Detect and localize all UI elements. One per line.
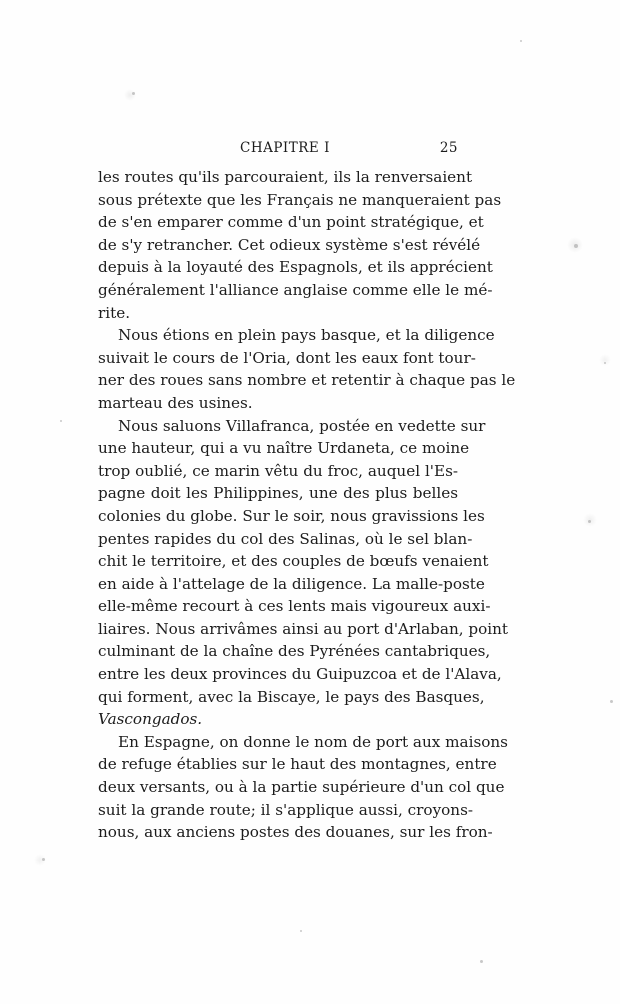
text-line: entre les deux provinces du Guipuzcoa et de l'Alava, [98,665,502,684]
text-line: colonies du globe. Sur le soir, nous gravissions les [98,506,485,525]
text-line: de refuge établies sur le haut des montagnes, entre [98,755,497,774]
paragraph-start-line: Nous étions en plein pays basque, et la diligence [118,326,495,345]
page-number: 25 [439,140,458,156]
text-line: pentes rapides du col des Salinas, où le sel blan- [98,529,473,548]
italic-text-line: Vascongados. [98,710,203,729]
text-line: suit la grande route; il s'applique aussi, croyons- [98,800,474,819]
text-line: depuis à la loyauté des Espagnols, et ils apprécient [98,258,493,277]
paragraph-start-line: Nous saluons Villafranca, postée en vedette sur [118,416,486,435]
text-line: culminant de la chaîne des Pyrénées cantabriques, [98,642,491,661]
text-line: trop oublié, ce marin vêtu du froc, auquel l'Es- [98,461,458,480]
text-line: de s'en emparer comme d'un point stratégique, et [98,213,484,232]
page-header [98,140,458,160]
text-line: ner des roues sans nombre et retentir à chaque pas le [98,371,516,390]
text-line: liaires. Nous arrivâmes ainsi au port d'Arlaban, point [98,619,508,638]
text-line: pagne doit les Philippines, une des plus belles [98,484,458,503]
text-line: marteau des usines. [98,393,253,412]
text-line: elle-même recourt à ces lents mais vigoureux auxi- [98,597,491,616]
text-line: sous prétexte que les Français ne manqueraient pas [98,190,502,209]
text-line: une hauteur, qui a vu naître Urdaneta, ce moine [98,439,470,458]
text-line: deux versants, ou à la partie supérieure d'un col que [98,778,505,797]
running-head: CHAPITRE I [240,140,330,156]
body-text [98,166,516,844]
text-line: suivait le cours de l'Oria, dont les eaux font tour- [98,348,476,367]
text-line: en aide à l'attelage de la diligence. La malle-poste [98,574,485,593]
text-line: rite. [98,303,131,322]
text-line: chit le territoire, et des couples de bœufs venaient [98,552,489,571]
text-line: nous, aux anciens postes des douanes, sur les fron- [98,823,493,842]
text-line: qui forment, avec la Biscaye, le pays des Basques, [98,687,485,706]
text-line: généralement l'alliance anglaise comme elle le mé- [98,280,493,299]
paragraph-start-line: En Espagne, on donne le nom de port aux maisons [118,732,508,751]
text-line: les routes qu'ils parcouraient, ils la renversaient [98,168,473,186]
text-line: de s'y retrancher. Cet odieux système s'est révélé [98,235,481,254]
